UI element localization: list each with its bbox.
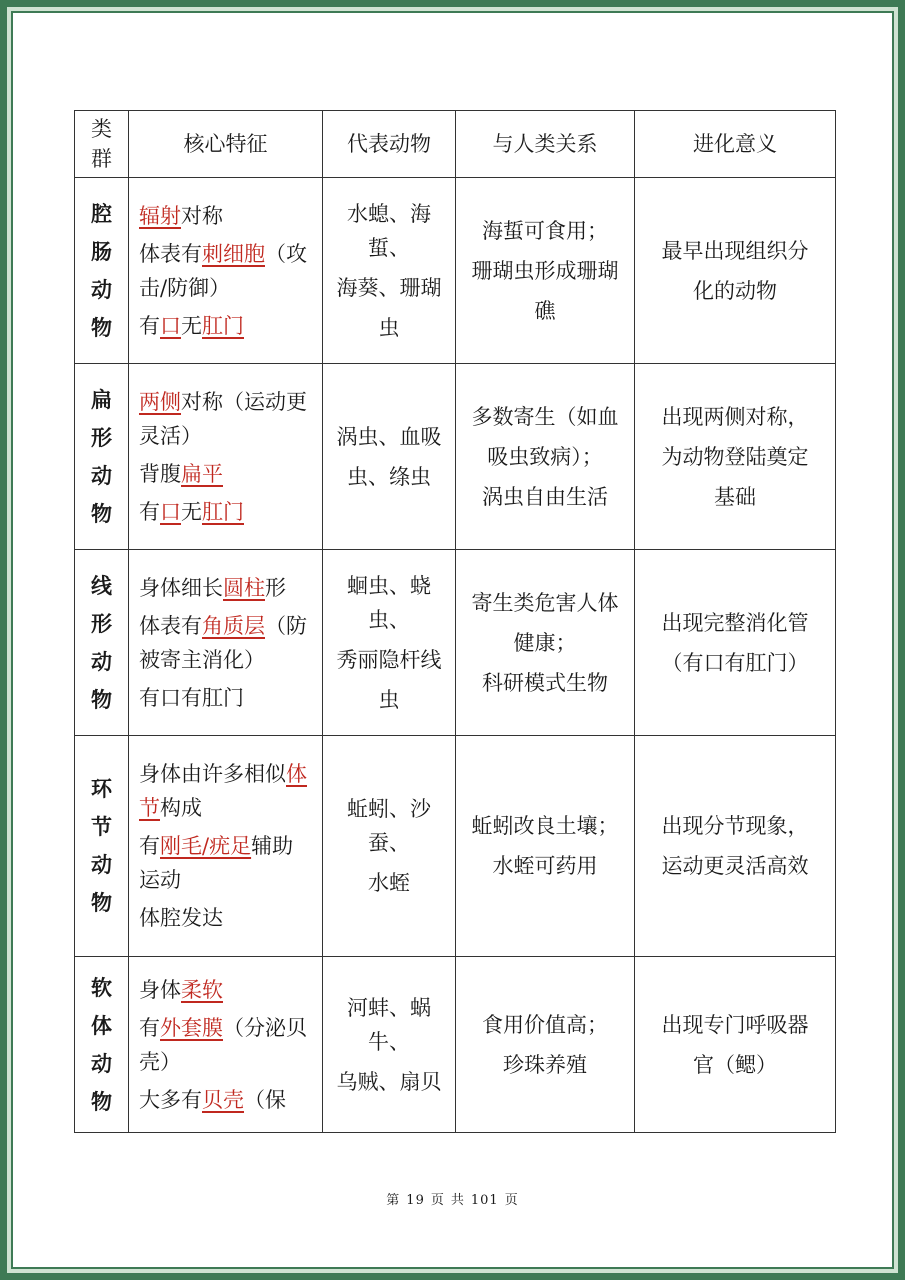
category-cell [75, 364, 129, 550]
relation-line: 食用价值高； [482, 1012, 608, 1037]
relation-cell [456, 178, 635, 364]
feature-text: 背腹 [139, 461, 181, 486]
feature-line [139, 757, 314, 825]
feature-line [139, 457, 314, 491]
feature-text: 有口有肛门 [139, 685, 244, 710]
feature-keyword: 扁平 [181, 461, 223, 486]
relation-line: 健康； [513, 630, 577, 655]
animal-line: 虫 [378, 687, 400, 712]
features-cell [129, 736, 323, 957]
evolution-cell [635, 364, 836, 550]
feature-text: 身体细长 [139, 575, 223, 600]
animals-cell [323, 957, 456, 1133]
feature-line [139, 609, 314, 677]
relation-line: 科研模式生物 [482, 670, 608, 695]
page-frame-inner [11, 11, 894, 1269]
footer-label-total: 共 [450, 1193, 465, 1208]
animals-cell [323, 736, 456, 957]
page-footer [13, 1189, 892, 1208]
relation-line: 珍珠养殖 [503, 1052, 587, 1077]
animal-line: 河蚌、蜗牛、 [347, 995, 431, 1054]
feature-text: 体腔发达 [139, 906, 223, 930]
category-name: 环节动物 [91, 776, 112, 915]
evolution-cell [635, 736, 836, 957]
header-category [75, 111, 129, 178]
feature-keyword: 口 [160, 313, 181, 338]
footer-page-number: 19 [406, 1193, 425, 1208]
feature-line [139, 495, 314, 529]
feature-text: 身体由许多相似 [139, 762, 286, 786]
feature-keyword: 口 [160, 499, 181, 524]
feature-keyword: 肛门 [202, 313, 244, 338]
feature-keyword: 贝壳 [202, 1087, 244, 1112]
relation-line: 多数寄生（如血 [471, 404, 619, 429]
feature-text: 对称（运动更灵活） [139, 389, 307, 448]
feature-text: 构成 [160, 796, 202, 820]
relation-cell [456, 550, 635, 736]
animals-cell [323, 550, 456, 736]
feature-text: 形 [265, 575, 286, 600]
relation-line: 海蜇可食用； [482, 218, 608, 243]
feature-keyword: 刺细胞 [202, 241, 265, 266]
evolution-cell [635, 550, 836, 736]
evolution-line: 出现专门呼吸器 [661, 1012, 809, 1037]
feature-text: （攻击/防御） [139, 241, 307, 300]
evolution-line: （有口有肛门） [661, 650, 809, 675]
animal-classification-table [74, 110, 836, 1133]
feature-text: 有 [139, 499, 160, 524]
animal-line: 虫 [378, 315, 400, 340]
table-row [75, 957, 836, 1133]
table-header-row [75, 111, 836, 178]
feature-line [139, 829, 314, 897]
relation-line: 珊瑚虫形成珊瑚 [471, 258, 619, 283]
category-name: 腔肠动物 [91, 200, 112, 340]
relation-cell [456, 364, 635, 550]
features-cell [129, 178, 323, 364]
feature-text: （防被寄主消化） [139, 613, 307, 672]
feature-text: 身体 [139, 977, 181, 1002]
feature-line [139, 309, 314, 343]
header-category-text: 类群 [91, 117, 112, 171]
feature-keyword: 体节 [139, 762, 307, 820]
feature-text: 体表有 [139, 613, 202, 638]
feature-keyword: 柔软 [181, 977, 223, 1002]
feature-text: 无 [181, 313, 202, 338]
feature-line [139, 571, 314, 605]
category-cell [75, 550, 129, 736]
feature-text: 大多有 [139, 1087, 202, 1112]
animal-line: 蛔虫、蛲虫、 [347, 573, 431, 632]
animals-cell [323, 178, 456, 364]
features-cell [129, 364, 323, 550]
feature-line [139, 973, 314, 1007]
relation-line: 涡虫自由生活 [482, 484, 608, 509]
feature-keyword: 外套膜 [160, 1015, 223, 1040]
evolution-line: 官（鳃） [693, 1052, 777, 1077]
category-name: 扁形动物 [91, 386, 112, 526]
relation-line: 寄生类危害人体 [471, 590, 619, 615]
relation-cell [456, 736, 635, 957]
animals-cell [323, 364, 456, 550]
feature-line [139, 199, 314, 233]
page [13, 13, 892, 1267]
evolution-line: 运动更灵活高效 [661, 854, 809, 878]
footer-label-page: 第 [386, 1193, 401, 1208]
animal-line: 涡虫、血吸 [336, 424, 442, 449]
category-cell [75, 957, 129, 1133]
relation-cell [456, 957, 635, 1133]
category-name: 线形动物 [91, 572, 112, 712]
evolution-cell [635, 178, 836, 364]
header-animals: 代表动物 [323, 111, 456, 178]
animal-line: 秀丽隐杆线 [336, 647, 442, 672]
table-row [75, 550, 836, 736]
evolution-cell [635, 957, 836, 1133]
relation-line: 水蛭可药用 [492, 854, 598, 878]
animal-line: 乌贼、扇贝 [336, 1069, 442, 1094]
feature-text: 有 [139, 1015, 160, 1040]
category-cell [75, 178, 129, 364]
feature-line [139, 1083, 314, 1117]
footer-label-unit: 页 [430, 1193, 445, 1208]
features-cell [129, 957, 323, 1133]
feature-keyword: 两侧 [139, 389, 181, 414]
header-relation: 与人类关系 [456, 111, 635, 178]
animal-line: 水蛭 [368, 871, 410, 895]
animal-line: 虫、绦虫 [347, 464, 431, 489]
relation-line: 礁 [534, 298, 556, 323]
feature-line [139, 237, 314, 305]
relation-line: 吸虫致病）； [487, 444, 603, 469]
animal-line: 海葵、珊瑚 [336, 275, 442, 300]
feature-keyword: 角质层 [202, 613, 265, 638]
feature-keyword: 辐射 [139, 203, 181, 228]
category-name: 软体动物 [91, 974, 112, 1114]
feature-text: 无 [181, 499, 202, 524]
feature-keyword: 刚毛/疣足 [160, 834, 252, 858]
table-row [75, 178, 836, 364]
page-frame-mid [7, 7, 898, 1273]
table-row [75, 736, 836, 957]
feature-text: 对称 [181, 203, 223, 228]
animal-line: 水螅、海蜇、 [347, 201, 431, 260]
feature-keyword: 肛门 [202, 499, 244, 524]
evolution-line: 出现完整消化管 [661, 610, 809, 635]
feature-line [139, 385, 314, 453]
feature-text: 辅助运动 [139, 834, 294, 892]
table-row [75, 364, 836, 550]
feature-text: （保 [244, 1087, 286, 1112]
evolution-line: 化的动物 [693, 278, 777, 303]
feature-text: 有 [139, 834, 160, 858]
feature-line [139, 1011, 314, 1079]
evolution-line: 出现两侧对称， [661, 404, 809, 429]
footer-label-unit2: 页 [504, 1193, 519, 1208]
feature-keyword: 圆柱 [223, 575, 265, 600]
header-evolution: 进化意义 [635, 111, 836, 178]
relation-line: 蚯蚓改良土壤； [471, 814, 619, 838]
header-features: 核心特征 [129, 111, 323, 178]
features-cell [129, 550, 323, 736]
evolution-line: 最早出现组织分 [661, 238, 809, 263]
footer-total-pages: 101 [470, 1193, 499, 1208]
evolution-line: 出现分节现象， [661, 814, 809, 838]
feature-text: 体表有 [139, 241, 202, 266]
feature-text: （分泌贝壳） [139, 1015, 307, 1074]
evolution-line: 为动物登陆奠定 [661, 444, 809, 469]
category-cell [75, 736, 129, 957]
feature-line [139, 681, 314, 715]
evolution-line: 基础 [714, 484, 756, 509]
animal-line: 蚯蚓、沙蚕、 [347, 797, 431, 855]
feature-text: 有 [139, 313, 160, 338]
feature-line [139, 901, 314, 935]
